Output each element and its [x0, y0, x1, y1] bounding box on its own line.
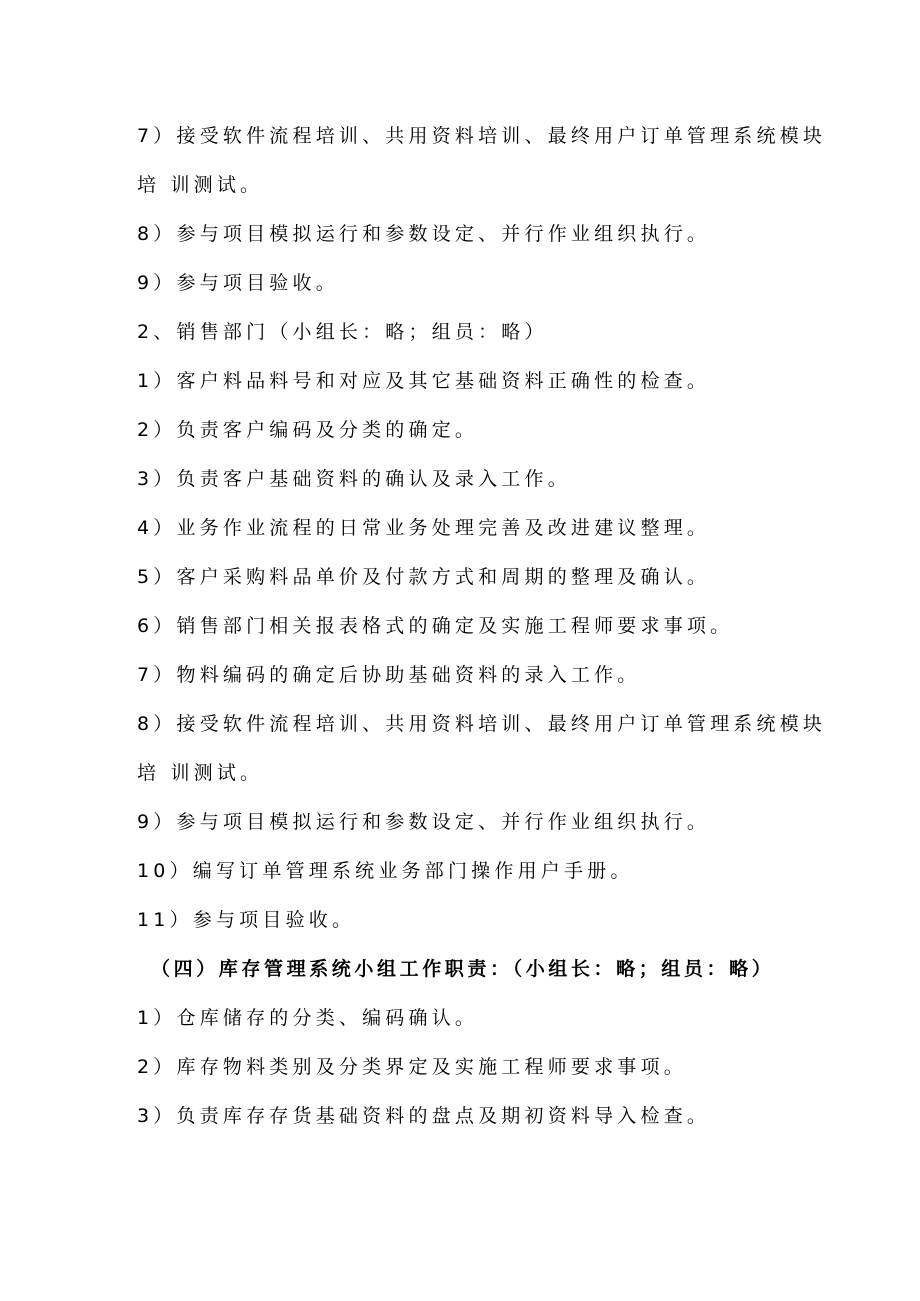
text-line: 1）客户料品料号和对应及其它基础资料正确性的检查。 — [137, 370, 711, 392]
text-line: 8）接受软件流程培训、共用资料培训、最终用户订单管理系统模块 — [137, 713, 827, 735]
text-line: 9）参与项目模拟运行和参数设定、并行作业组织执行。 — [137, 811, 711, 833]
text-line: 8）参与项目模拟运行和参数设定、并行作业组织执行。 — [137, 223, 711, 245]
text-line: 9）参与项目验收。 — [137, 272, 339, 294]
text-line: 7）接受软件流程培训、共用资料培训、最终用户订单管理系统模块 — [137, 125, 827, 147]
section-title-sales: 2、销售部门（小组长：略；组员：略） — [137, 321, 548, 343]
text-line: 11）参与项目验收。 — [137, 909, 356, 931]
text-line: 培 训测试。 — [137, 174, 264, 196]
text-line: 6）销售部门相关报表格式的确定及实施工程师要求事项。 — [137, 615, 734, 637]
section-heading-inventory: （四）库存管理系统小组工作职责：（小组长：略；组员：略） — [151, 958, 775, 980]
document-body — [137, 112, 827, 1141]
text-line: 4）业务作业流程的日常业务处理完善及改进建议整理。 — [137, 517, 711, 539]
text-line: 7）物料编码的确定后协助基础资料的录入工作。 — [137, 664, 641, 686]
text-line: 5）客户采购料品单价及付款方式和周期的整理及确认。 — [137, 566, 711, 588]
text-line: 2）负责客户编码及分类的确定。 — [137, 419, 479, 441]
text-line: 2）库存物料类别及分类界定及实施工程师要求事项。 — [137, 1056, 687, 1078]
text-line: 培 训测试。 — [137, 762, 264, 784]
text-line: 3）负责库存存货基础资料的盘点及期初资料导入检查。 — [137, 1105, 711, 1127]
text-line: 10）编写订单管理系统业务部门操作用户手册。 — [137, 860, 634, 882]
text-line: 3）负责客户基础资料的确认及录入工作。 — [137, 468, 571, 490]
text-line: 1）仓库储存的分类、编码确认。 — [137, 1007, 479, 1029]
